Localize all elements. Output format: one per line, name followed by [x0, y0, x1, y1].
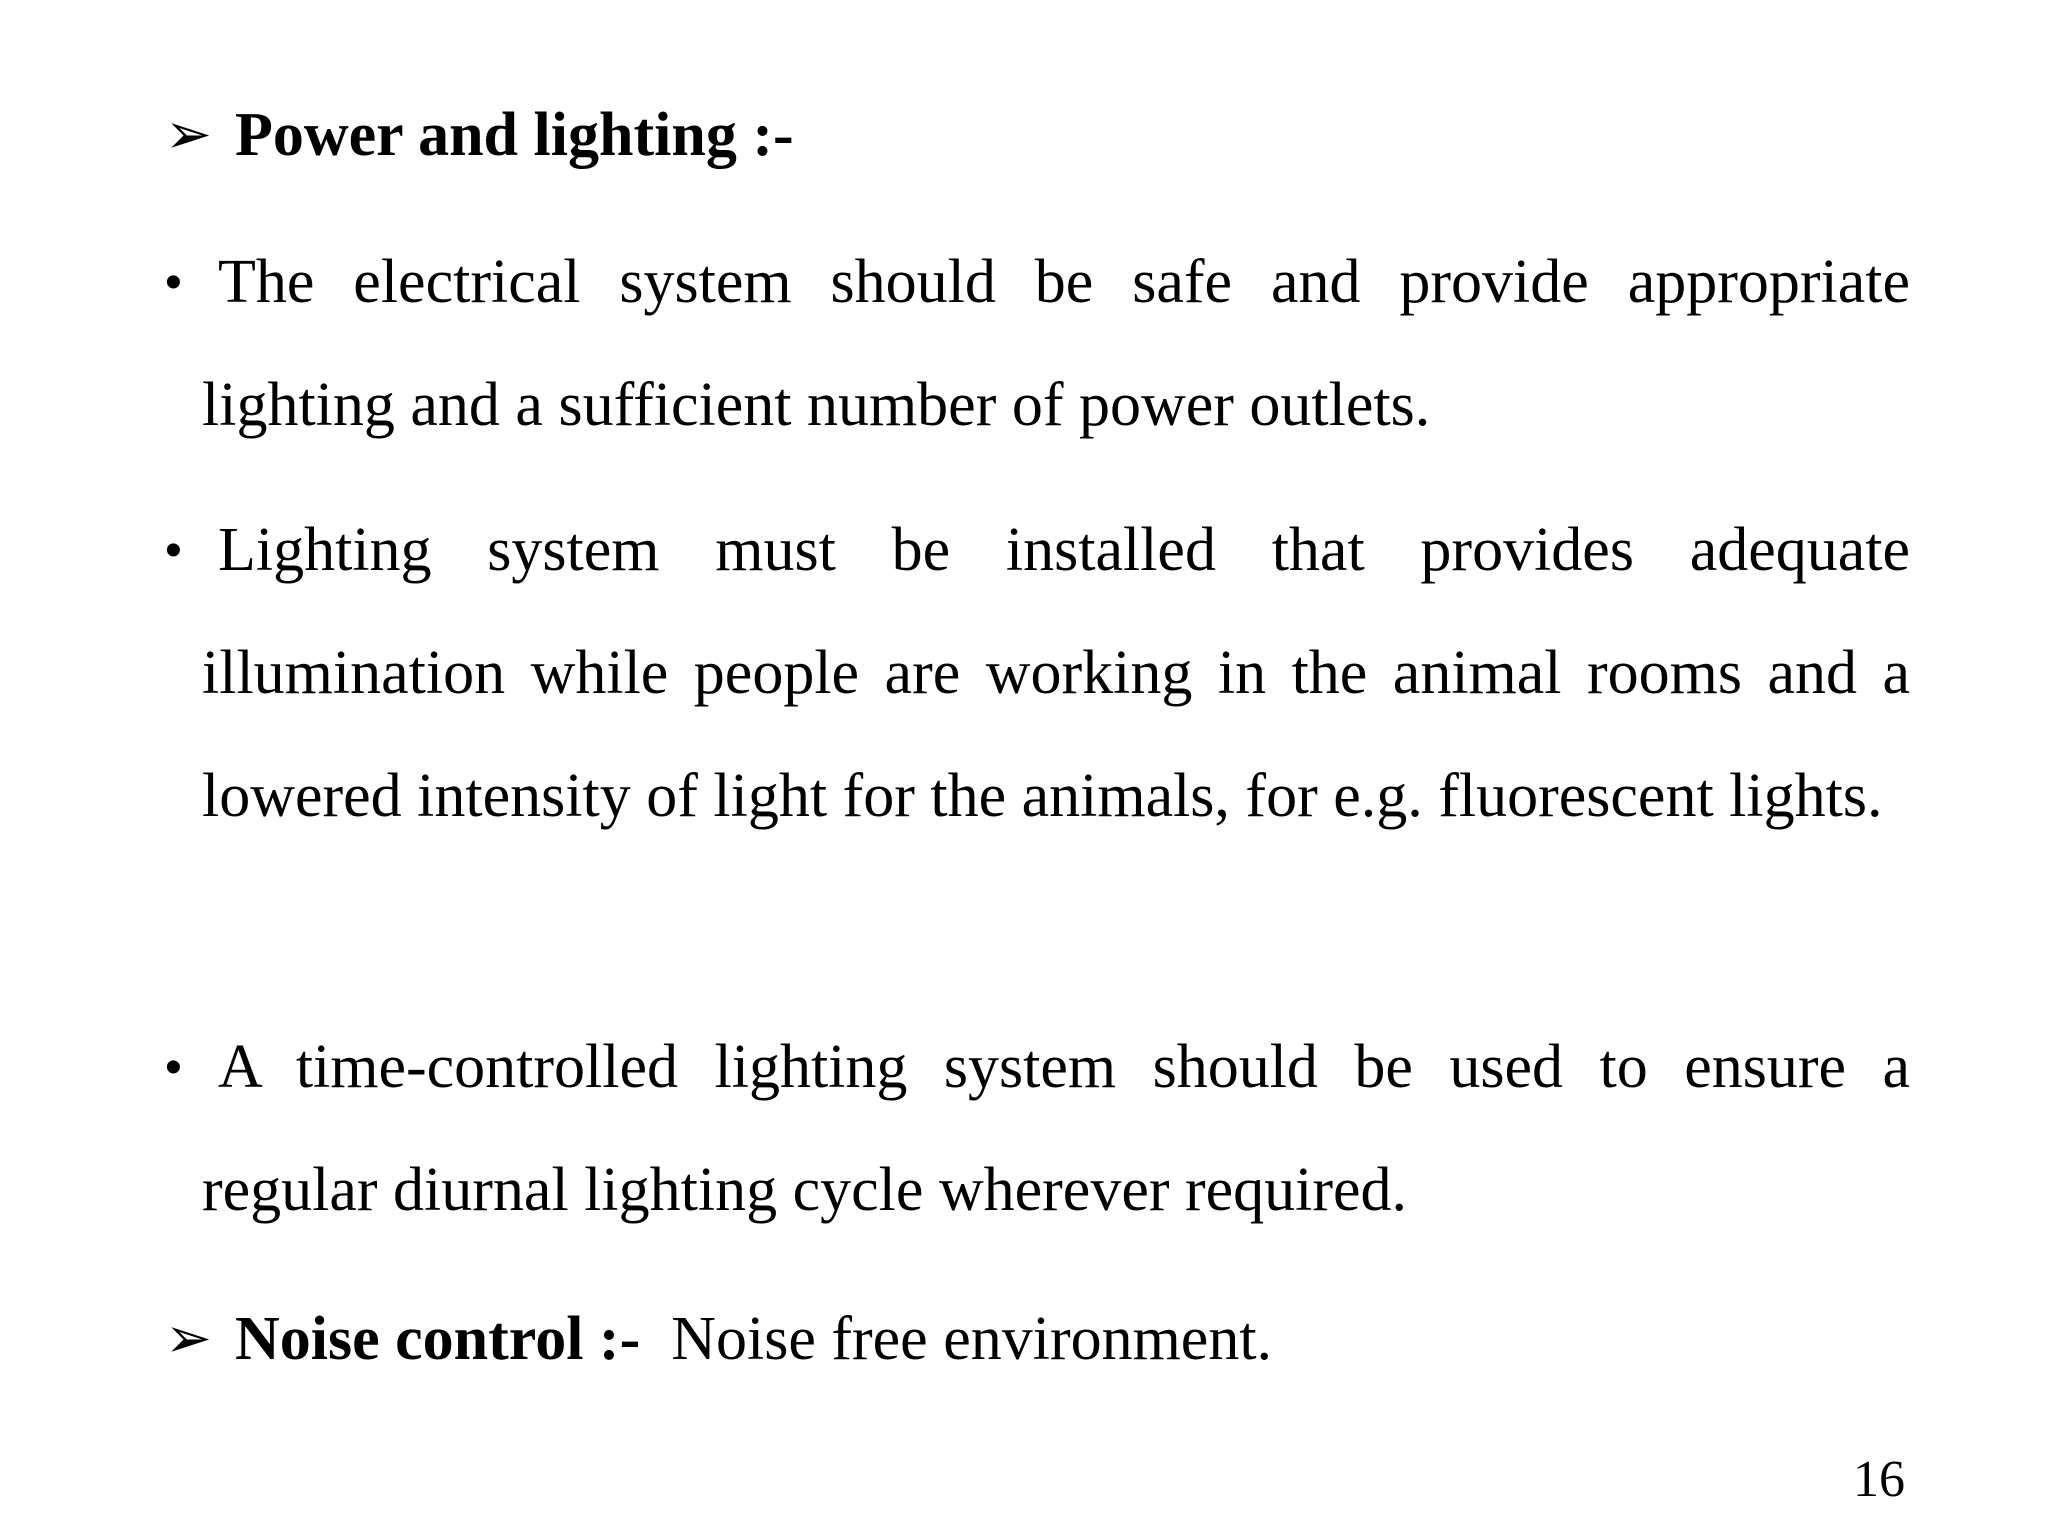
- bullet-item: [165, 221, 1910, 467]
- page-number: 16: [1853, 1451, 1905, 1508]
- bullet-dot-icon: •: [165, 1041, 182, 1094]
- noise-control-text: Noise free environment.: [671, 1305, 1273, 1373]
- noise-control-heading: [165, 1301, 1272, 1377]
- bullet-text: A time-controlled lighting system should be used to ensure a regular diurnal lighting cycle wherever required.: [202, 1033, 1910, 1224]
- heading-label: Power and lighting :-: [235, 101, 794, 169]
- bullet-item: [165, 489, 1910, 858]
- bullet-text: The electrical system should be safe and provide appropriate lighting and a sufficient number of power outlets.: [202, 248, 1910, 439]
- heading-label: Noise control :-: [235, 1305, 641, 1373]
- bullet-dot-icon: •: [165, 524, 182, 577]
- power-and-lighting-heading: [165, 97, 794, 173]
- arrow-bullet-icon: ➢: [165, 102, 212, 167]
- bullet-item: [165, 1006, 1910, 1252]
- arrow-bullet-icon: ➢: [165, 1306, 212, 1371]
- bullet-text: Lighting system must be installed that provides adequate illumination while people are working in the animal rooms and a lowered intensity of light for the animals, for e.g. fluorescent lights.: [202, 516, 1910, 830]
- bullet-dot-icon: •: [165, 256, 182, 309]
